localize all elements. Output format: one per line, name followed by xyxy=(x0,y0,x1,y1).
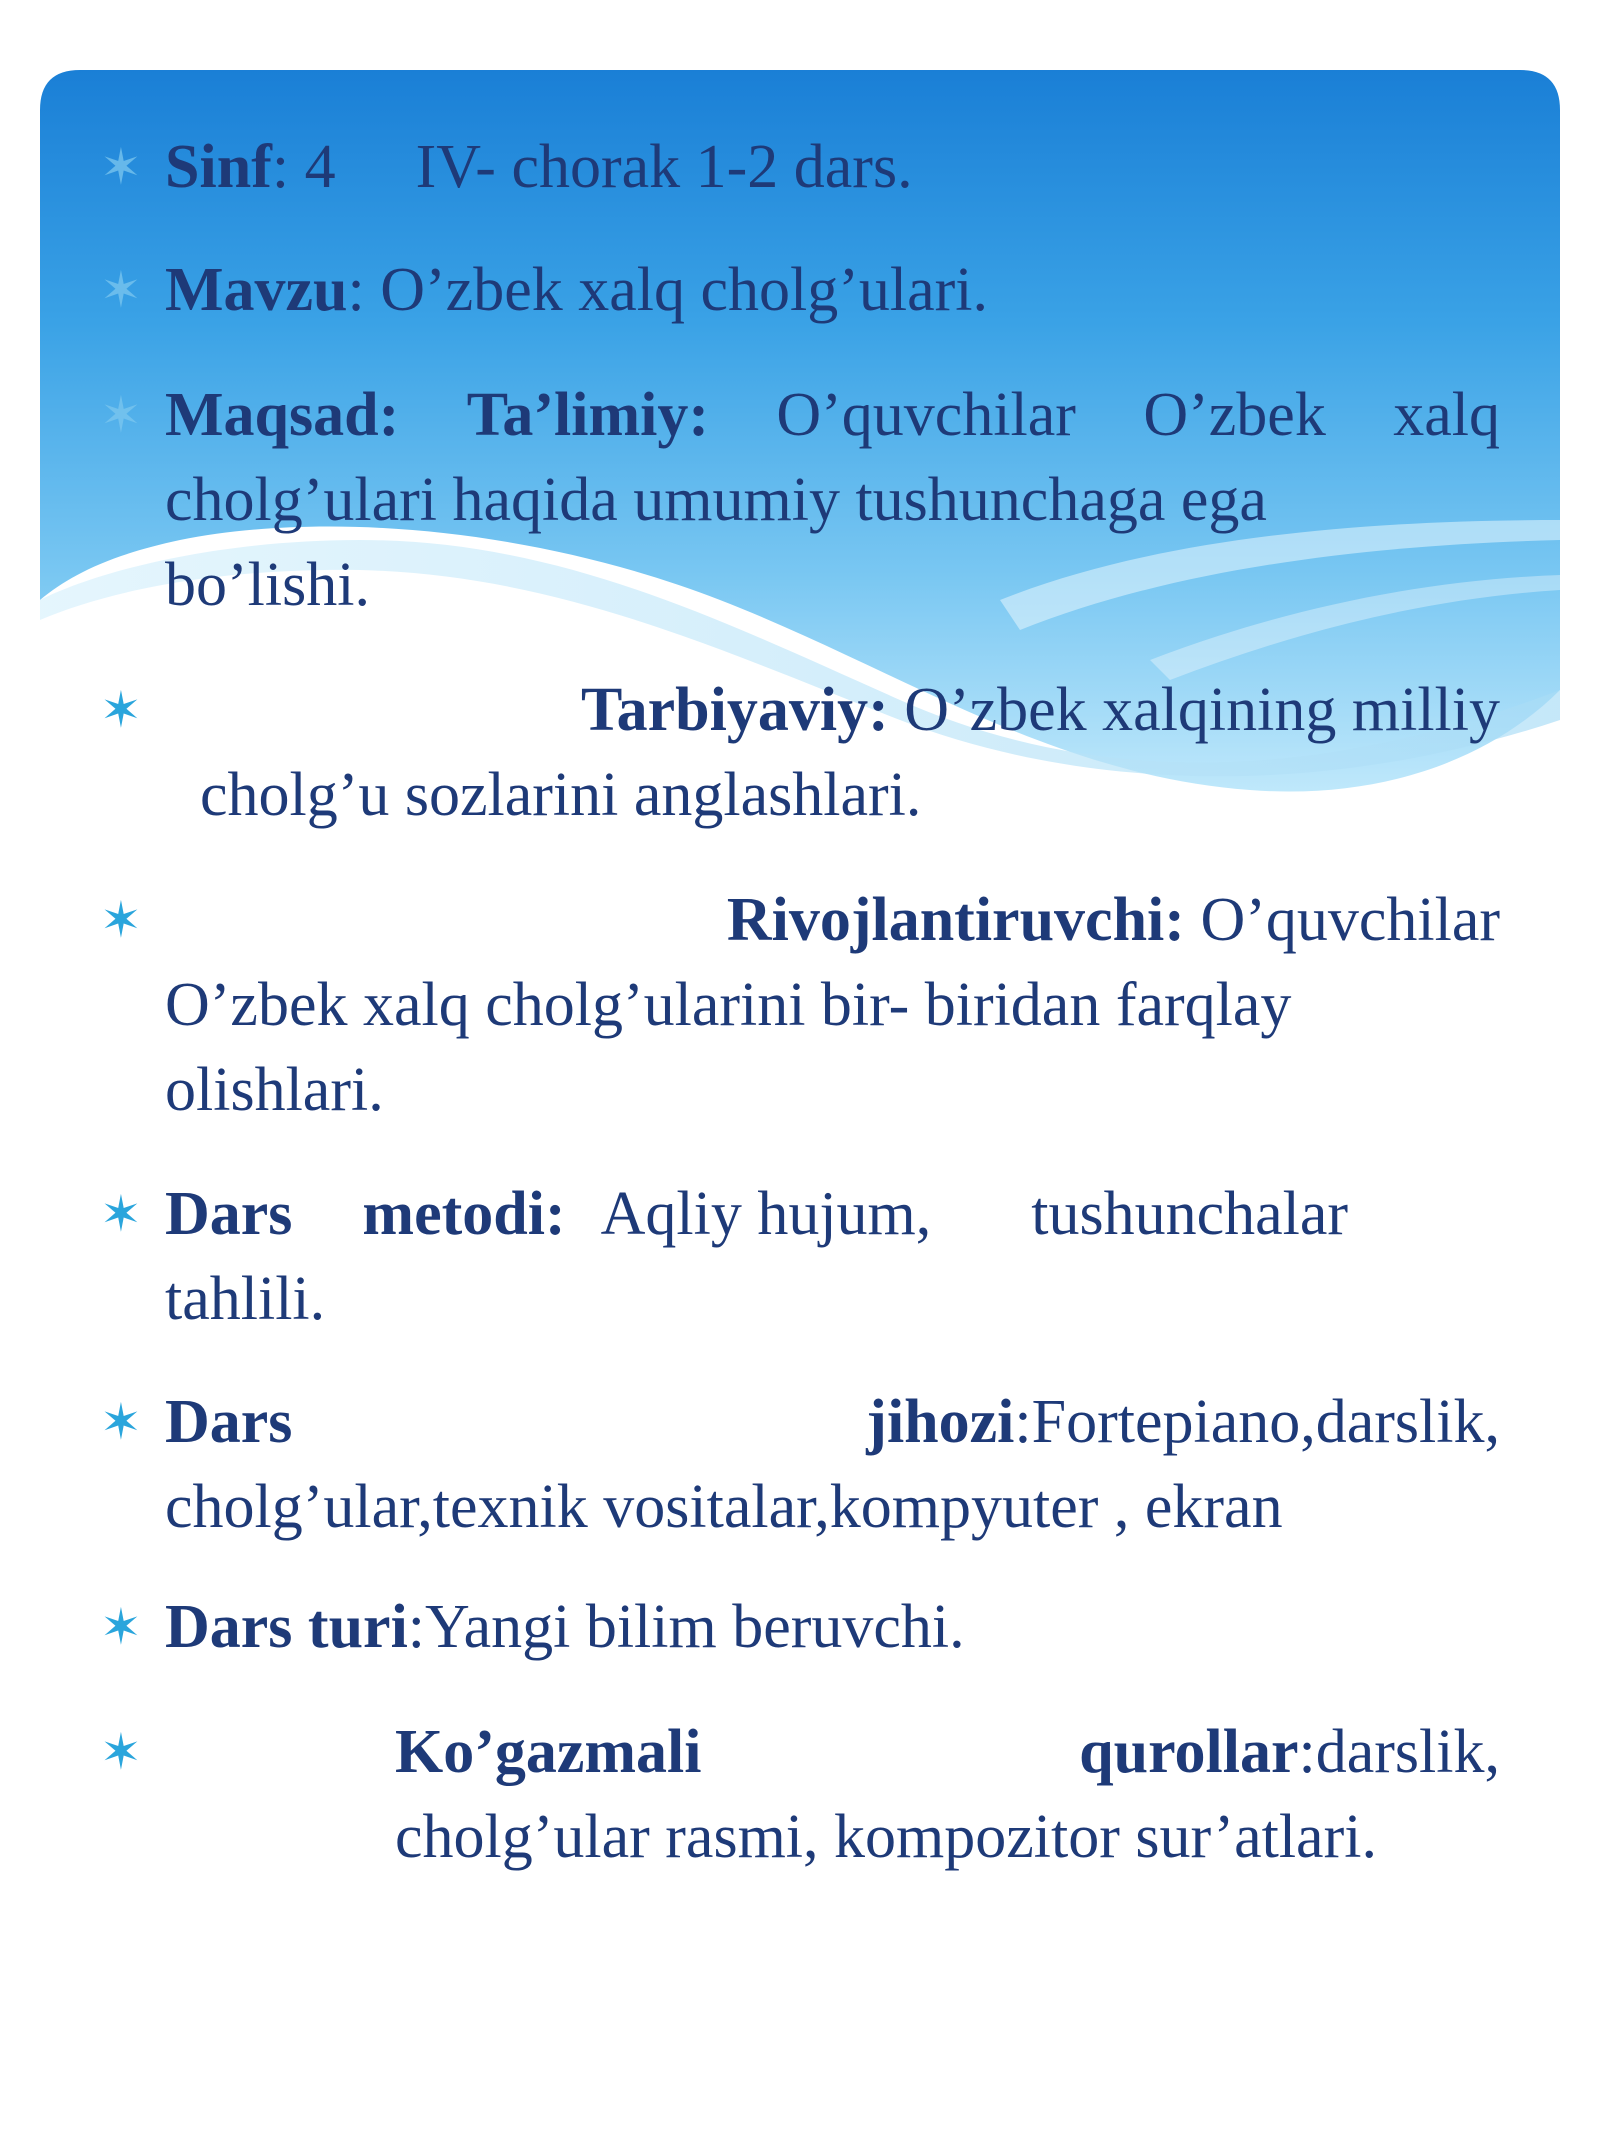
jihoz-label-1: Dars xyxy=(165,1388,293,1456)
asterisk-icon: ✶ xyxy=(100,261,142,319)
maqsad-text-line2: cholg’ulari haqida umumiy tushunchaga ega xyxy=(165,466,1267,534)
item-maqsad xyxy=(165,373,1500,628)
turi-value: :Yangi bilim beruvchi. xyxy=(407,1593,965,1661)
item-dars-metodi xyxy=(165,1172,1500,1342)
metod-label-2: metodi: xyxy=(362,1180,566,1248)
asterisk-icon: ✶ xyxy=(100,138,142,196)
asterisk-icon: ✶ xyxy=(100,1393,142,1451)
asterisk-icon: ✶ xyxy=(100,1185,142,1243)
tarbiyaviy-text-line1: O’zbek xalqining milliy xyxy=(904,676,1500,744)
sinf-value: : 4 xyxy=(271,133,336,201)
asterisk-icon: ✶ xyxy=(100,1723,142,1781)
turi-label: Dars turi xyxy=(165,1593,408,1661)
kogazmali-label-2: qurollar xyxy=(1079,1718,1299,1786)
item-mavzu xyxy=(165,248,1500,333)
sinf-extra: IV- chorak 1-2 dars. xyxy=(415,133,913,201)
kogazmali-text-line1: :darslik, xyxy=(1298,1718,1500,1786)
jihoz-text-line2: cholg’ular,texnik vositalar,kompyuter , ekran xyxy=(165,1473,1283,1541)
mavzu-value: : O’zbek xalq cholg’ulari. xyxy=(347,256,988,324)
item-dars-turi xyxy=(165,1585,1500,1670)
item-rivojlantiruvchi xyxy=(165,878,1500,1133)
talimiy-label: Ta’limiy: xyxy=(466,381,709,449)
rivojlantiruvchi-label: Rivojlantiruvchi: xyxy=(726,886,1185,954)
maqsad-text-line3: bo’lishi. xyxy=(165,551,370,619)
item-sinf xyxy=(165,125,1500,210)
rivojlantiruvchi-text-line2: O’zbek xalq cholg’ularini bir- biridan farqlay xyxy=(165,971,1292,1039)
metod-text-line1: Aqliy hujum, xyxy=(600,1180,932,1248)
jihoz-text-line1: :Fortepiano,darslik, xyxy=(1014,1388,1500,1456)
item-kogazmali-qurollar xyxy=(395,1710,1500,1880)
rivojlantiruvchi-text-line1: O’quvchilar xyxy=(1200,886,1500,954)
maqsad-label: Maqsad: xyxy=(165,381,400,449)
asterisk-icon: ✶ xyxy=(100,681,142,739)
rivojlantiruvchi-text-line3: olishlari. xyxy=(165,1056,384,1124)
tarbiyaviy-text-line2: cholg’u sozlarini anglashlari. xyxy=(200,761,922,829)
kogazmali-label-1: Ko’gazmali xyxy=(395,1718,702,1786)
maqsad-text-line1: O’quvchilar O’zbek xalq xyxy=(776,381,1500,449)
sinf-label: Sinf xyxy=(165,133,272,201)
asterisk-icon: ✶ xyxy=(100,891,142,949)
item-dars-jihozi xyxy=(165,1380,1500,1550)
metod-text-line1-end: tushunchalar xyxy=(1031,1180,1349,1248)
jihoz-label-2: jihozi xyxy=(866,1388,1015,1456)
kogazmali-text-line2: cholg’ular rasmi, kompozitor sur’atlari. xyxy=(395,1803,1377,1871)
tarbiyaviy-label: Tarbiyaviy: xyxy=(580,676,889,744)
metod-text-line2: tahlili. xyxy=(165,1265,326,1333)
item-tarbiyaviy xyxy=(165,668,1500,838)
asterisk-icon: ✶ xyxy=(100,386,142,444)
asterisk-icon: ✶ xyxy=(100,1598,142,1656)
metod-label-1: Dars xyxy=(165,1180,293,1248)
mavzu-label: Mavzu xyxy=(165,256,348,324)
